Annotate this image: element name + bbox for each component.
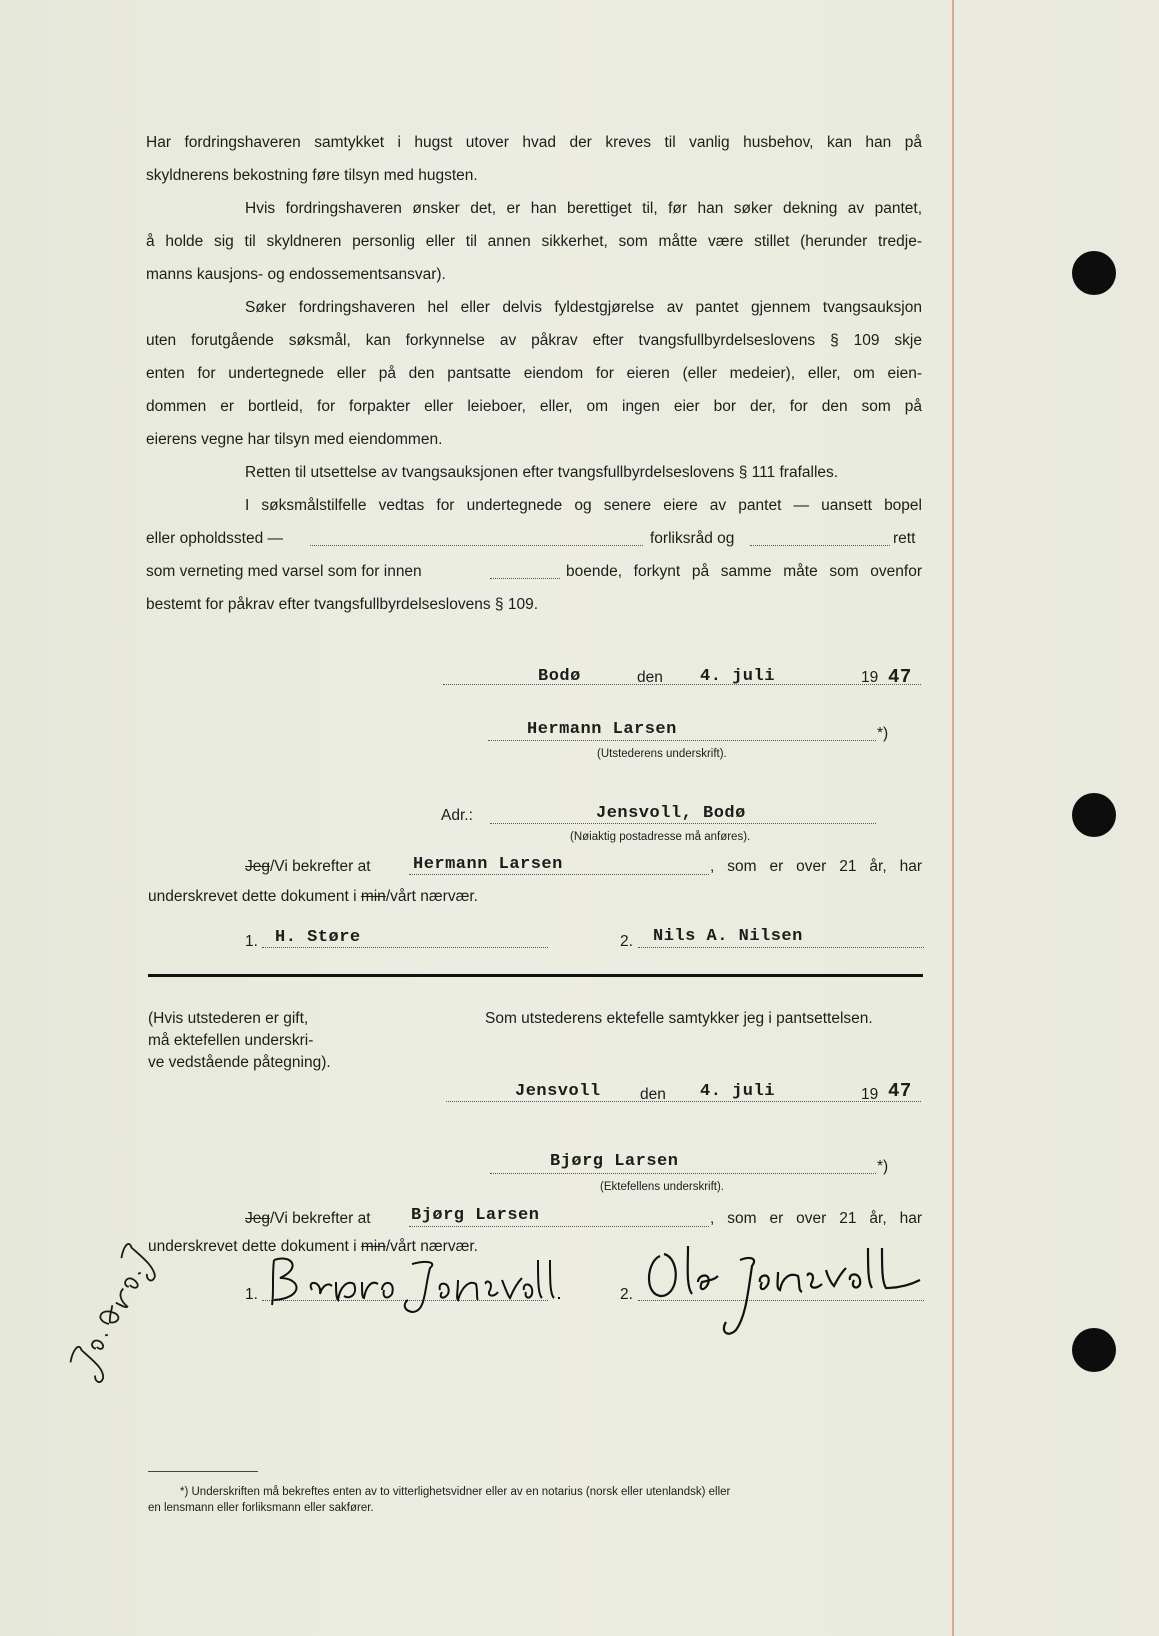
- confirm-name: Bjørg Larsen: [411, 1206, 540, 1225]
- year-prefix: 19: [861, 669, 879, 686]
- clause-line: I søksmålstilfelle vedtas for undertegnede og senere eiere av pantet — uansett bopel: [245, 497, 922, 514]
- margin-handwritten-note: [26, 1225, 176, 1385]
- confirm-line: [245, 1209, 371, 1229]
- confirm-name: Hermann Larsen: [413, 855, 563, 874]
- blank-line: [750, 545, 890, 546]
- struck-word: Jeg: [245, 1210, 270, 1227]
- signature-line: [488, 740, 876, 741]
- spouse-place: Jensvoll: [515, 1082, 601, 1101]
- clause-line: uten forutgående søksmål, kan forkynnelse av påkrav efter tvangsfullbyrdelseslovens § 109 skje: [146, 332, 922, 349]
- issuer-address: Jensvoll, Bodø: [596, 804, 746, 823]
- spouse-date: 4. juli: [700, 1082, 775, 1101]
- clause-line: eller opholdssted —: [146, 530, 283, 547]
- clause-line: dommen er bortleid, for forpakter eller leieboer, eller, om ingen eier bor der, for den som på: [146, 398, 922, 415]
- clause-line: enten for undertegnede eller på den pantsatte eiendom for eieren (eller medeier), eller, om eien-: [146, 365, 922, 382]
- clause-line: Søker fordringshaveren hel eller delvis fyldestgjørelse av pantet gjennem tvangsauksjon: [245, 299, 922, 316]
- witness2-handwritten-signature: [640, 1236, 956, 1342]
- confirm-prefix: /Vi bekrefter at: [270, 1210, 371, 1227]
- clause-line: rett: [893, 530, 916, 547]
- blank-line: [490, 578, 560, 579]
- section-divider: [148, 974, 923, 977]
- witness2-name: Nils A. Nilsen: [653, 927, 803, 946]
- signature-line: [490, 1173, 876, 1174]
- date-line: [443, 684, 921, 685]
- address-caption: (Nøiaktig postadresse må anføres).: [570, 831, 751, 843]
- clause-line: som verneting med varsel som for innen: [146, 563, 422, 580]
- struck-word: Jeg: [245, 858, 270, 875]
- witness1-num: 1.: [245, 933, 258, 950]
- den-label: den: [637, 669, 663, 686]
- clause-line: Retten til utsettelse av tvangsauksjonen efter tvangsfullbyrdelseslovens § 111 frafalles.: [245, 464, 839, 481]
- issuer-place: Bodø: [538, 667, 581, 686]
- name-line: [409, 1226, 709, 1227]
- footnote-line: en lensmann eller forliksmann eller sakfører.: [148, 1502, 374, 1514]
- clause-line: forliksråd og: [650, 530, 735, 547]
- clause-line: eierens vegne har tilsyn med eiendommen.: [146, 431, 443, 448]
- footnote-rule: [148, 1471, 258, 1472]
- punch-hole: [1072, 251, 1116, 295]
- confirm-suffix: , som er over 21 år, har: [710, 858, 922, 875]
- den-label: den: [640, 1086, 666, 1103]
- spouse-note: må ektefellen underskri-: [148, 1032, 314, 1049]
- margin-line: [952, 0, 954, 1636]
- witness2-num: 2.: [620, 1286, 633, 1303]
- confirm-line2: underskrevet dette dokument i min/vårt nærvær.: [148, 1238, 478, 1255]
- footnote-marker: *): [877, 1158, 889, 1175]
- confirm-line2: underskrevet dette dokument i min/vårt nærvær.: [148, 888, 478, 905]
- clause-line: boende, forkynt på samme måte som ovenfor: [566, 563, 922, 580]
- signature-caption: (Utstederens underskrift).: [597, 748, 727, 760]
- struck-word: min: [360, 888, 386, 905]
- year-suffix: 47: [888, 666, 912, 688]
- clause-line: å holde sig til skyldneren personlig eller til annen sikkerhet, som måtte være stillet (herunder tredje-: [146, 233, 922, 250]
- confirm-suffix: , som er over 21 år, har: [710, 1210, 922, 1227]
- punch-hole: [1072, 1328, 1116, 1372]
- clause-line: Har fordringshaveren samtykket i hugst utover hvad der kreves til vanlig husbehov, kan han på: [146, 134, 922, 151]
- year-suffix: 47: [888, 1080, 912, 1102]
- witness1-num: 1.: [245, 1286, 258, 1303]
- blank-line: [310, 545, 643, 546]
- struck-word: min: [360, 1238, 386, 1255]
- witness1-handwritten-signature: [262, 1250, 562, 1320]
- footnote-marker: *): [877, 725, 889, 742]
- year-prefix: 19: [861, 1086, 879, 1103]
- witness1-name: H. Støre: [275, 928, 361, 947]
- punch-hole: [1072, 793, 1116, 837]
- issuer-date: 4. juli: [700, 667, 775, 686]
- signature-caption: (Ektefellens underskrift).: [600, 1181, 724, 1193]
- spouse-consent: Som utstederens ektefelle samtykker jeg i pantsettelsen.: [485, 1010, 873, 1027]
- witness2-line: [638, 947, 924, 948]
- witness2-num: 2.: [620, 933, 633, 950]
- confirm-line: [245, 857, 371, 877]
- clause-line: skyldnerens bekostning føre tilsyn med hugsten.: [146, 167, 478, 184]
- clause-line: Hvis fordringshaveren ønsker det, er han berettiget til, før han søker dekning av pantet,: [245, 200, 922, 217]
- spouse-note: (Hvis utstederen er gift,: [148, 1010, 309, 1027]
- issuer-signature: Hermann Larsen: [527, 720, 677, 739]
- clause-line: manns kausjons- og endossementsansvar).: [146, 266, 446, 283]
- adr-label: Adr.:: [441, 807, 473, 824]
- confirm-prefix: /Vi bekrefter at: [270, 858, 371, 875]
- spouse-note: ve vedstående påtegning).: [148, 1054, 331, 1071]
- spouse-signature: Bjørg Larsen: [550, 1152, 679, 1171]
- clause-line: bestemt for påkrav efter tvangsfullbyrdelseslovens § 109.: [146, 596, 539, 613]
- footnote-line: *) Underskriften må bekreftes enten av to vitterlighetsvidner eller av en notarius (norsk eller utenlandsk) eller: [180, 1486, 731, 1498]
